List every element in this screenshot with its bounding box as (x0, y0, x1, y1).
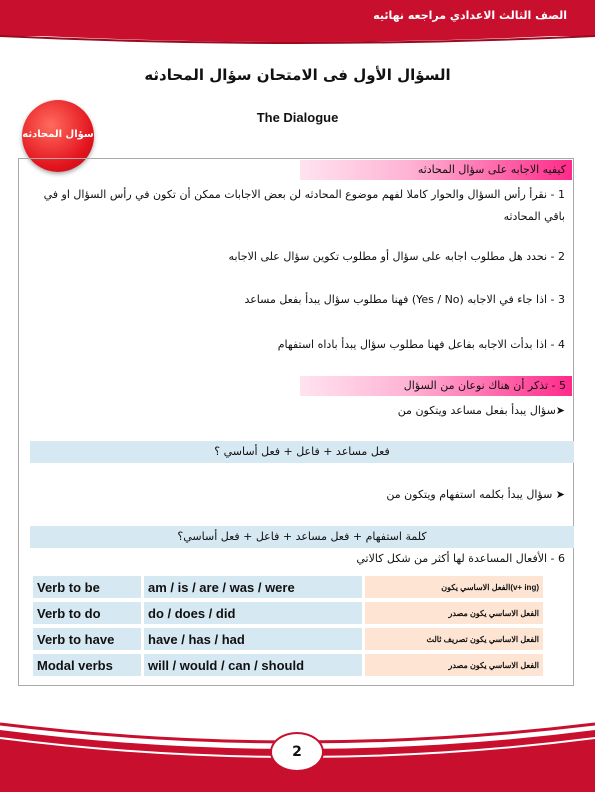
page-number: 2 (270, 732, 324, 772)
type2-label: ➤ سؤال يبدأ بكلمه استفهام ويتكون من (386, 488, 565, 501)
verb-name: Modal verbs (33, 654, 141, 676)
verb-name: Verb to do (33, 602, 141, 624)
type1-label: ➤سؤال يبدأ بفعل مساعد ويتكون من (397, 404, 565, 417)
header-wave (0, 28, 595, 50)
section5-heading: 5 - تذكر أن هناك نوعان من السؤال (300, 376, 572, 396)
verb-note: الفعل الاساسي يكون مصدر (365, 654, 543, 676)
page-title: السؤال الأول فى الامتحان سؤال المحادثه (144, 66, 451, 84)
section6-heading: 6 - الأفعال المساعدة لها أكثر من شكل كالاتي (356, 552, 565, 565)
step-2: 2 - نحدد هل مطلوب اجابه على سؤال أو مطلوب تكوين سؤال على الاجابه (228, 250, 565, 263)
verb-name: Verb to have (33, 628, 141, 650)
page-subtitle: The Dialogue (256, 110, 339, 125)
verbs-table (30, 572, 546, 680)
section1-heading: كيفيه الاجابه على سؤال المحادثه (300, 160, 572, 180)
verb-forms: will / would / can / should (144, 654, 362, 676)
table-row (33, 602, 543, 624)
header-text: الصف الثالث الاعدادي مراجعه نهائيه (373, 9, 567, 22)
verb-name: Verb to be (33, 576, 141, 598)
table-row (33, 654, 543, 676)
type2-formula: كلمة استفهام + فعل مساعد + فاعل + فعل أساسي؟ (30, 526, 574, 548)
verb-note: الفعل الاساسي يكون مصدر (365, 602, 543, 624)
step-4: 4 - اذا بدأت الاجابه بفاعل فهنا مطلوب سؤال يبدأ باداه استفهام (277, 338, 565, 351)
verb-forms: am / is / are / was / were (144, 576, 362, 598)
type1-formula: فعل مساعد + فاعل + فعل أساسي ؟ (30, 441, 574, 463)
verb-note: (v+ ing)الفعل الاساسي يكون (365, 576, 543, 598)
step-3: 3 - اذا جاء في الاجابه (Yes / No) فهنا مطلوب سؤال يبدأ بفعل مساعد (244, 293, 565, 306)
verb-forms: do / does / did (144, 602, 362, 624)
table-row (33, 576, 543, 598)
badge-label: سؤال المحادثه (22, 129, 94, 140)
step-1: 1 - نقرأ رأس السؤال والحوار كاملا لفهم موضوع المحادثه لن بعض الاجابات ممكن أن تكون في رأس السؤال او في باقي المحادثه (43, 188, 565, 223)
verb-note: الفعل الاساسي يكون تصريف ثالث (365, 628, 543, 650)
table-row (33, 628, 543, 650)
verb-forms: have / has / had (144, 628, 362, 650)
